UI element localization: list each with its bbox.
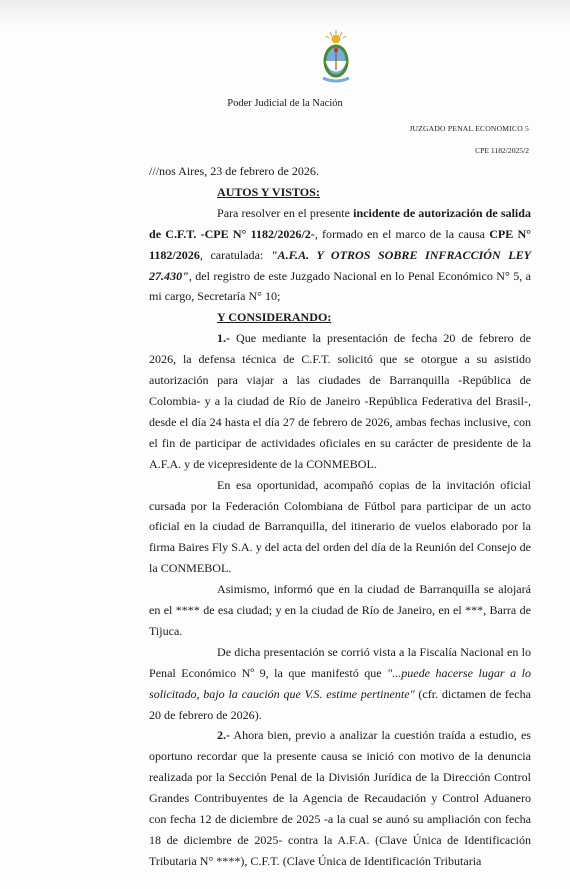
paragraph-autos [149,203,531,308]
heading-considerando: Y CONSIDERANDO: [217,310,332,325]
quote-run: "...puede hacerse lugar a lo solicitado, bajo la caución que V.S. estime pertinente" [149,665,531,701]
paragraph-4 [149,642,531,726]
text-run: Ahora bien, previo a analizar la cuestión traída a estudio, es oportuno recordar que la presente causa se inició con motivo de la denuncia realizada por la Sección Penal de la División Jurídica de la Dirección Control Grandes Contribuyentes de la Agencia de Recaudación y Control Aduanero con fecha 12 de diciembre de 2025 -a la cual se aunó su ampliación con fecha 18 de diciembre de 2025- contra la A.F.A. (Clave Única de Identificación Tributaria N° ****), C.F.T. (Clave Única de Identificación Tributaria [149,728,531,868]
paragraph-number: 2.- [217,728,231,743]
paragraph-5 [149,725,531,871]
bold-run: incidente de autorización de salida de C.F.T. -CPE N° 1182/2026/2- [149,205,532,241]
document-body [149,161,531,872]
text-run: Que mediante la presentación de fecha 20 de febrero de 2026, la defensa técnica de C.F.T. solicitó que se otorgue a su asistido autorización para viajar a las ciudades de Barranquilla -República de Colombia- y a la ciudad de Río de Janeiro -República Federativa del Brasil-, desde el día 24 hasta el día 27 de febrero de 2026, ambas fechas inclusive, con el fin de participar de actividades oficiales en su carácter de presidente de la A.F.A. y de vicepresidente de la CONMEBOL. [149,331,531,471]
paragraph-3: Asimismo, informó que en la ciudad de Barranquilla se alojará en el **** de esa ciudad; y en la ciudad de Río de Janeiro, en el ***, Barra de Tijuca. [149,582,531,638]
bold-run: CPE N° 1182/2026 [149,226,531,262]
case-number-header: CPE 1182/2025/2 [475,146,529,155]
text-run: , del registro de este Juzgado Nacional en lo Penal Económico N° 5, a mi cargo, Secretaría N° 10; [149,268,531,304]
text-run: , caratulada: [199,247,271,262]
case-title: "A.F.A. Y OTROS SOBRE INFRACCIÓN LEY 27.430" [149,247,531,283]
paragraph-number: 1.- [217,331,231,346]
national-coat-of-arms-icon [317,28,355,84]
scan-shadow [0,0,570,28]
date-line: ///nos Aires, 23 de febrero de 2026. [149,164,319,178]
juzgado-header: JUZGADO PENAL ECONOMICO 5 [409,124,529,133]
paragraph-2: En esa oportunidad, acompañó copias de la invitación oficial cursada por la Federación Colombiana de Fútbol para participar de un acto oficial en la ciudad de Barranquilla, del itinerario de vuelos elaborado por la firma Baires Fly S.A. y del acta del orden del día de la Reunión del Consejo de la CONMEBOL. [149,477,531,576]
text-run: (cfr. dictamen de fecha 20 de febrero de 2026). [149,686,531,722]
heading-autos-y-vistos: AUTOS Y VISTOS: [217,184,320,199]
paragraph-1 [149,328,531,474]
text-run: , formado en el marco de la causa [314,226,490,241]
text-run: Para resolver en el presente [217,205,354,220]
text-run: De dicha presentación se corrió vista a la Fiscalía Nacional en lo Penal Económico Nº 9, la que manifestó que [149,644,531,680]
court-header: Poder Judicial de la Nación [227,98,343,109]
